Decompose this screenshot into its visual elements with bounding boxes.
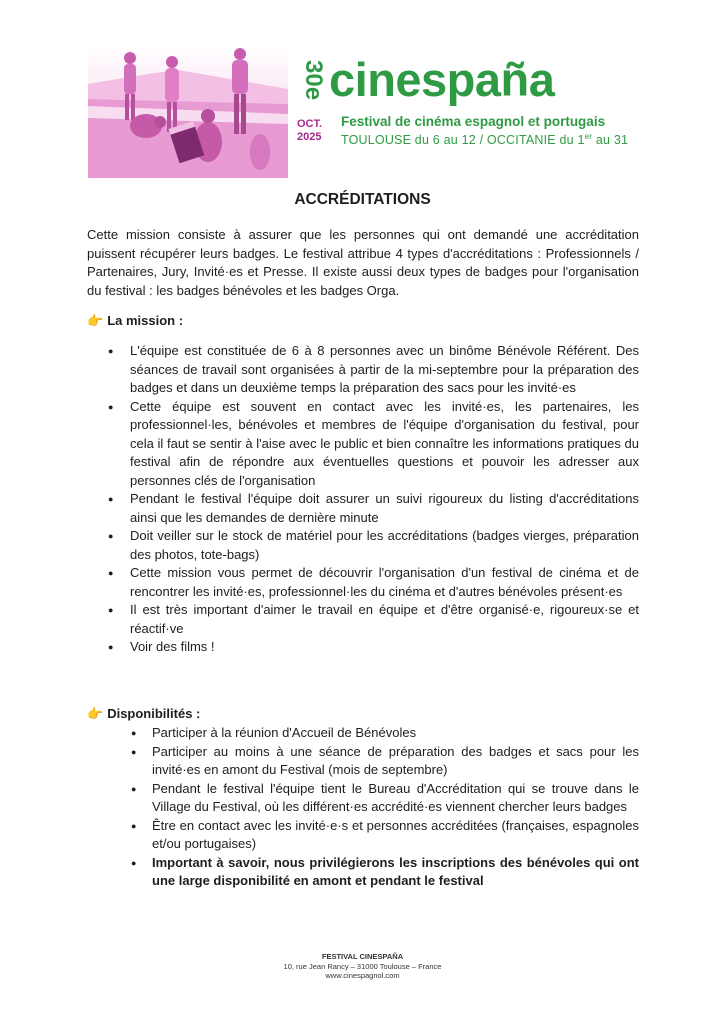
pointing-hand-icon: 👉: [87, 706, 104, 721]
page-footer: [0, 952, 725, 981]
list-item: ● Participer à la réunion d'Accueil de Bénévoles: [131, 724, 639, 743]
page-title: ACCRÉDITATIONS: [294, 191, 431, 208]
intro-paragraph: Cette mission consiste à assurer que les personnes qui ont demandé une accréditation puissent récupérer leurs badges. Le festival attribue 4 types d'accréditations : Professionnels / Partenaires, Jury, Invité·es et Presse. Il existe aussi deux types de badges pour l'organisation du festival : les badges bénévoles et les badges Orga.: [87, 227, 639, 298]
list-item: ● Pendant le festival l'équipe tient le Bureau d'Accréditation qui se trouve dans le Village du Festival, où les différent·es accrédité·es viennent chercher leurs badges: [131, 780, 639, 817]
festival-tagline: Festival de cinéma espagnol et portugais: [341, 114, 606, 129]
list-item: ● Pendant le festival l'équipe doit assurer un suivi rigoureux du listing d'accréditations ainsi que les demandes de dernière minute: [108, 490, 639, 527]
availability-list: [131, 724, 639, 891]
footer-address: 10, rue Jean Rancy – 31000 Toulouse – France: [283, 961, 442, 971]
mission-list: [108, 342, 639, 657]
list-item: ● L'équipe est constituée de 6 à 8 personnes avec un binôme Bénévole Référent. Des séances de travail sont organisées à partir de la mi-septembre pour la préparation des badges et dans un deuxième temps la préparation des sacs pour les invité·es: [108, 342, 639, 398]
list-item: ● Voir des films !: [108, 638, 639, 657]
festival-month: OCT.: [297, 118, 323, 130]
availability-heading: 👉 Disponibilités :: [87, 706, 201, 721]
pointing-hand-icon: 👉: [87, 313, 104, 328]
festival-logo-text: cinespaña: [329, 53, 555, 106]
festival-year: 2025: [297, 131, 322, 143]
film-scene-photo: [88, 44, 288, 178]
list-item: ● Cette mission vous permet de découvrir l'organisation d'un festival de cinéma et de rencontrer les invité·es, professionnel·les du cinéma et d'autres bénévoles présent·es: [108, 564, 639, 601]
footer-website: www.cinespagnol.com: [325, 971, 400, 980]
list-item: ● Participer au moins à une séance de préparation des badges et sacs pour les invité·es en amont du Festival (mois de septembre): [131, 743, 639, 780]
list-item: ● Cette équipe est souvent en contact avec les invité·es, les partenaires, les professionnel·les, bénévoles et membres de l'équipe d'organisation du festival, pour cela il faut se sentir à l'aise avec le public et bien connaître les informations pratiques du festival afin de répondre aux éventuelles questions et pouvoir les adresser aux personnes clés de l'organisation: [108, 398, 639, 491]
festival-date: [297, 118, 322, 144]
mission-heading: 👉 La mission :: [87, 313, 184, 328]
important-note: ● Important à savoir, nous privilégierons les inscriptions des bénévoles qui ont une large disponibilité en amont et pendant le festival: [131, 854, 639, 891]
festival-header: [88, 40, 648, 180]
list-item: ● Être en contact avec les invité·e·s et personnes accréditées (françaises, espagnoles et/ou portugaises): [131, 817, 639, 854]
edition-number: 30e: [300, 60, 327, 101]
list-item: ● Doit veiller sur le stock de matériel pour les accréditations (badges vierges, préparation des photos, tote-bags): [108, 527, 639, 564]
footer-org: FESTIVAL CINESPAÑA: [321, 952, 404, 961]
festival-dates: TOULOUSE du 6 au 12 / OCCITANIE du 1er au 31: [341, 132, 629, 148]
list-item: ● Il est très important d'aimer le travail en équipe et d'être organisé·e, rigoureux·se et réactif·ve: [108, 601, 639, 638]
